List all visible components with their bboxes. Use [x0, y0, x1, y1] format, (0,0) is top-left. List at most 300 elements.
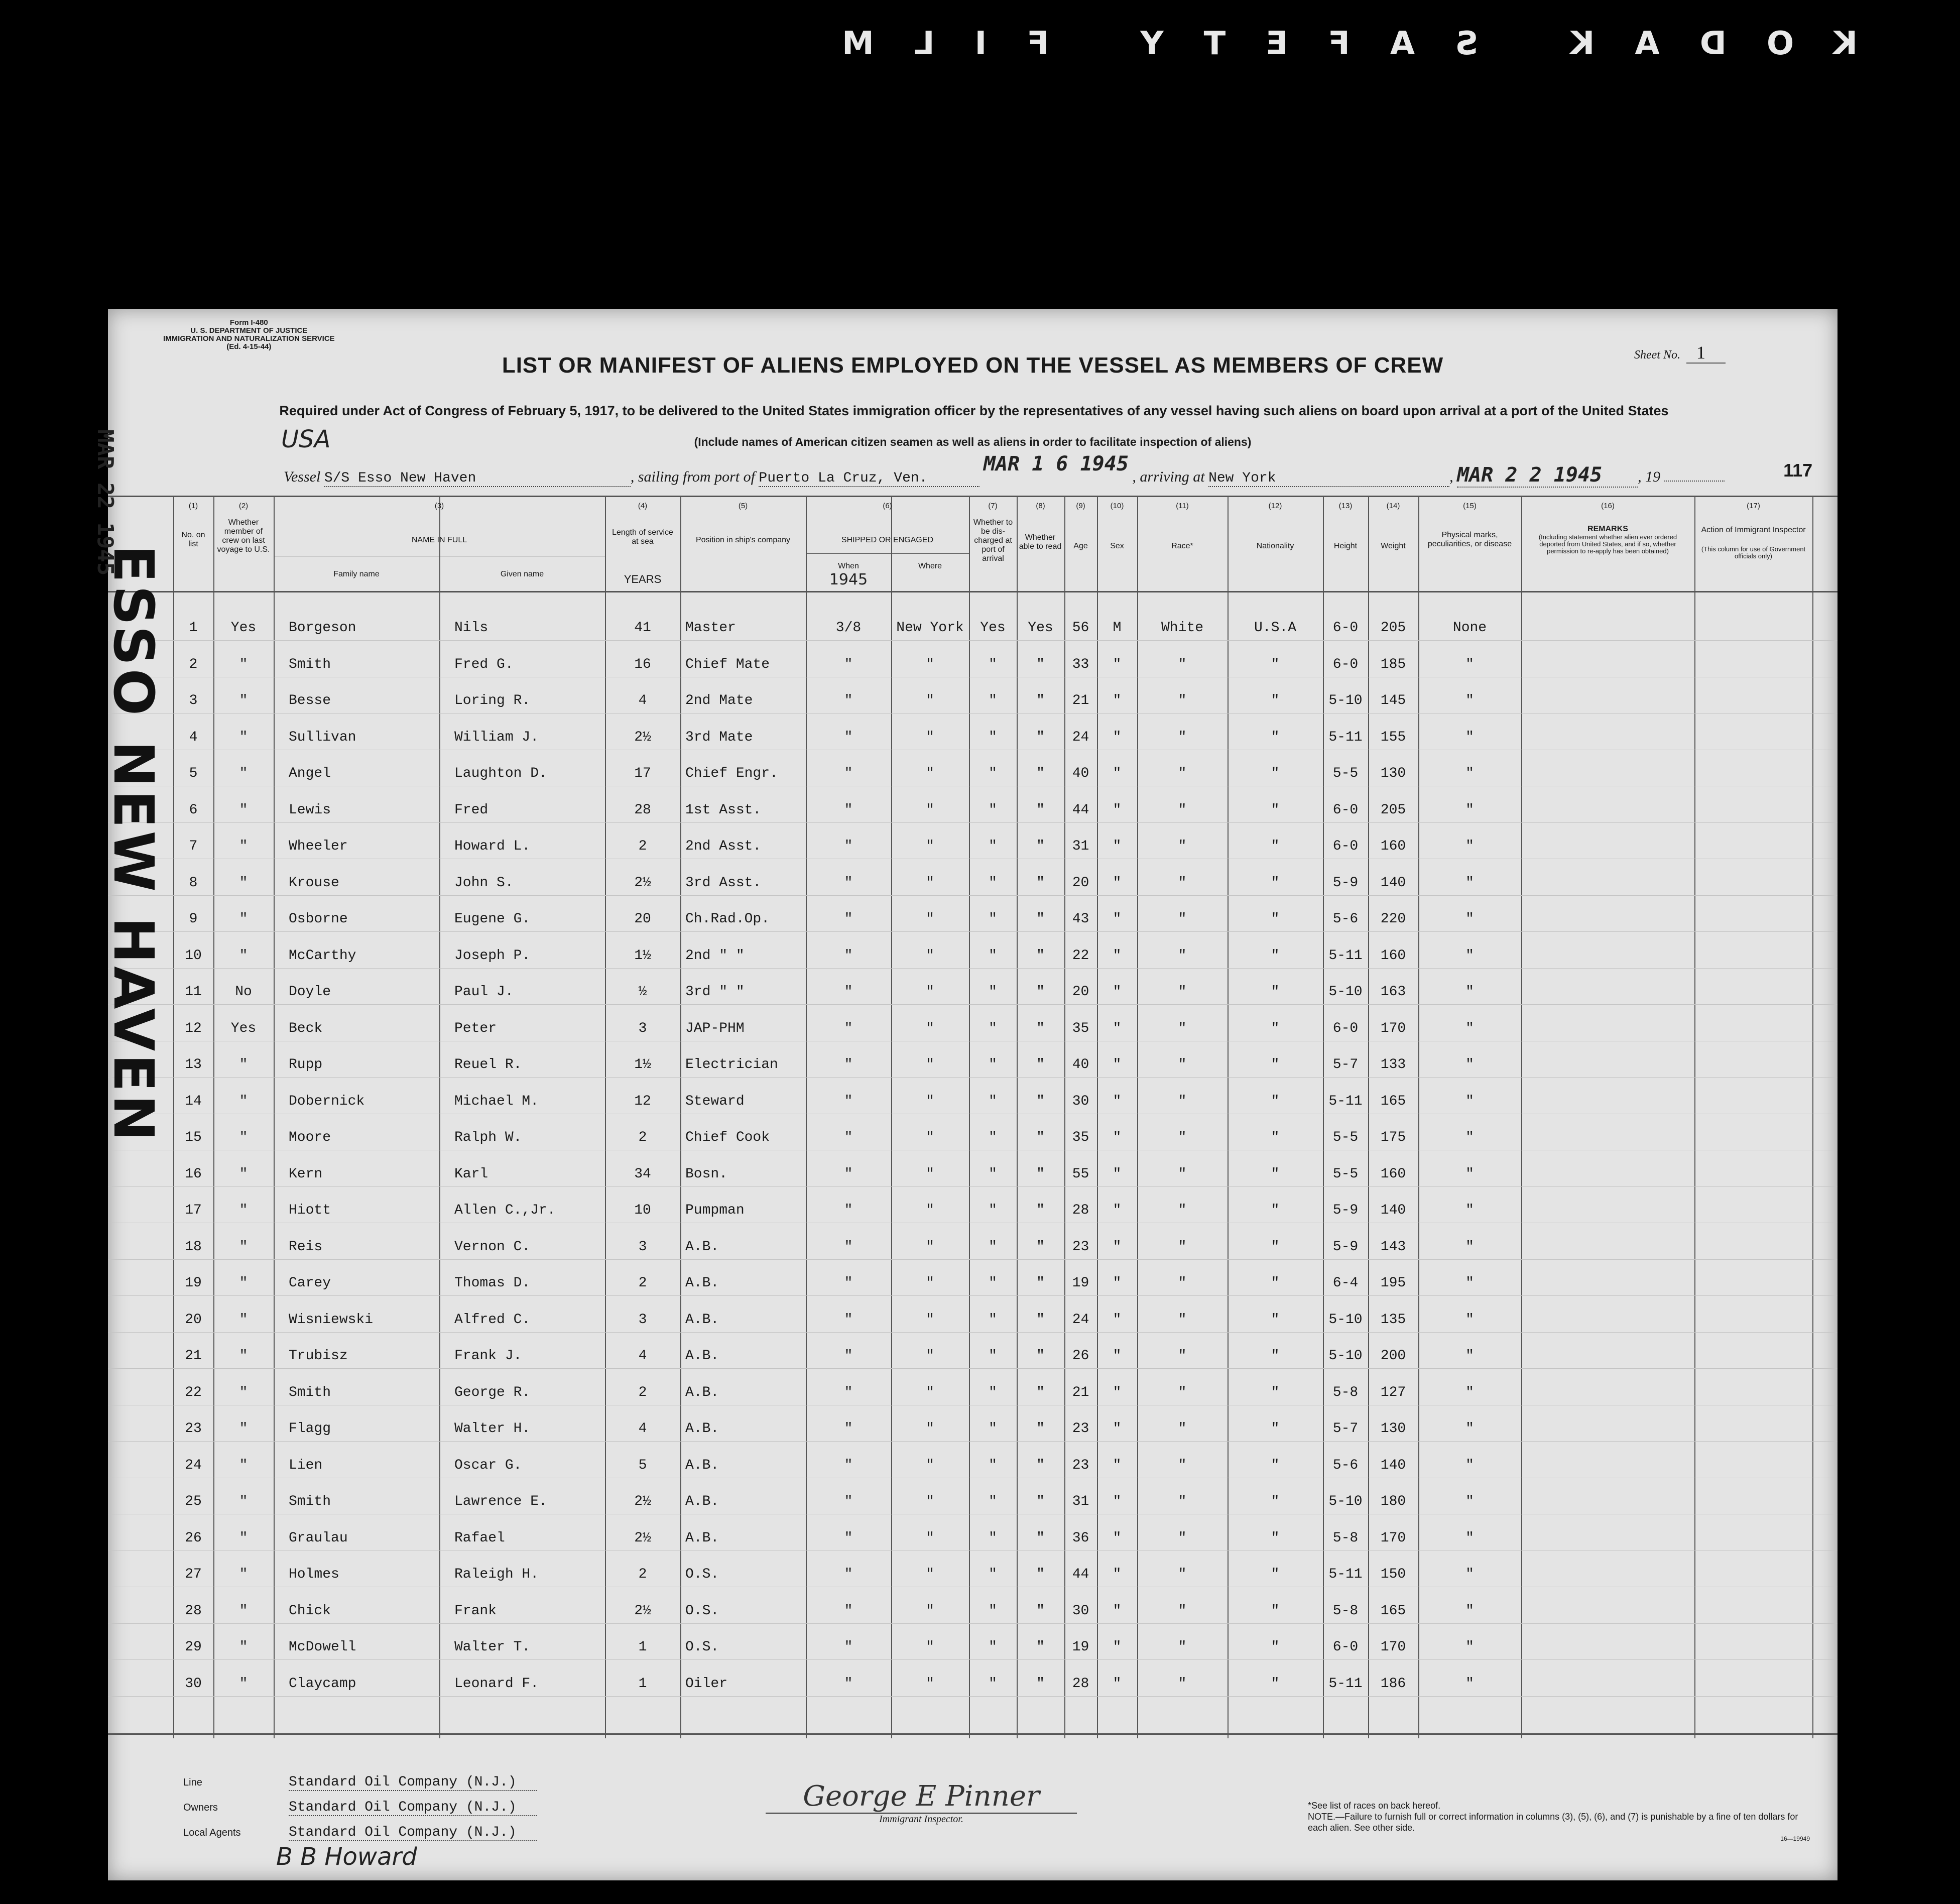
cell-family-name: Graulau	[289, 1530, 348, 1546]
cell-shipped-where: "	[926, 1567, 934, 1582]
cell-race: "	[1178, 656, 1187, 672]
cell-last-voyage: No	[235, 984, 252, 1000]
cell-sex: "	[1113, 1275, 1122, 1291]
cell-family-name: Smith	[289, 1494, 331, 1509]
cell-family-name: McCarthy	[289, 947, 356, 964]
cell-shipped-when: "	[844, 1603, 853, 1619]
cell-discharged: "	[989, 802, 997, 818]
cell-family-name: Holmes	[289, 1567, 339, 1582]
cell-discharged: "	[989, 1239, 997, 1255]
cell-race: "	[1178, 1057, 1187, 1073]
cell-shipped-where: "	[926, 1275, 934, 1291]
table-row	[108, 1239, 1838, 1269]
cell-height: 6-0	[1332, 1020, 1359, 1036]
row-rule	[108, 640, 1838, 641]
cell-shipped-when: "	[844, 729, 853, 745]
cell-row-number: 14	[185, 1093, 202, 1109]
form-edition: (Ed. 4-15-44)	[226, 342, 272, 351]
cell-age: 24	[1072, 1312, 1089, 1328]
cell-race: "	[1178, 1494, 1187, 1509]
cell-age: 55	[1072, 1166, 1089, 1182]
cell-nationality: "	[1271, 1312, 1280, 1328]
cell-able-to-read: "	[1036, 1020, 1045, 1036]
col-num: (5)	[738, 502, 748, 510]
cell-given-name: Raleigh H.	[454, 1567, 539, 1582]
cell-physical-marks: "	[1465, 911, 1474, 927]
cell-shipped-when: "	[844, 947, 853, 964]
cell-sex: "	[1113, 1639, 1122, 1655]
cell-shipped-where: "	[926, 1457, 934, 1473]
cell-shipped-where: New York	[896, 620, 964, 636]
cell-age: 30	[1072, 1603, 1089, 1619]
cell-given-name: Reuel R.	[454, 1057, 522, 1073]
cell-age: 22	[1072, 947, 1089, 964]
vessel-line: Vessel S/S Esso New Haven , sailing from port of Puerto La Cruz, Ven. MAR 1 6 1945 , arriving at New York , MAR 2 2 1945 , 19 117	[284, 452, 1813, 487]
cell-shipped-when: "	[844, 1130, 853, 1145]
cell-able-to-read: "	[1036, 1530, 1045, 1546]
cell-last-voyage: "	[239, 1676, 248, 1692]
sheet-number-value: 1	[1686, 342, 1726, 364]
col-num: (12)	[1268, 502, 1282, 510]
cell-race: "	[1178, 729, 1187, 745]
cell-position: 2nd Mate	[685, 693, 753, 708]
cell-able-to-read: Yes	[1028, 620, 1053, 636]
cell-sex: "	[1113, 1384, 1122, 1400]
cell-height: 6-4	[1332, 1275, 1359, 1291]
cell-service-years: 16	[634, 656, 651, 672]
cell-shipped-when: 3/8	[835, 620, 862, 636]
cell-service-years: 3	[638, 1239, 647, 1255]
table-row	[108, 1385, 1838, 1415]
cell-given-name: Nils	[454, 620, 488, 636]
cell-age: 56	[1072, 620, 1089, 636]
cell-discharged: "	[989, 1275, 997, 1291]
cell-sex: "	[1113, 1567, 1122, 1582]
cell-height: 5-8	[1332, 1384, 1359, 1400]
cell-shipped-when: "	[844, 1567, 853, 1582]
cell-weight: 205	[1380, 620, 1406, 636]
cell-last-voyage: Yes	[230, 620, 257, 636]
cell-service-years: 2	[638, 1567, 647, 1582]
cell-physical-marks: "	[1465, 1421, 1474, 1437]
agent-signature: B B Howard	[276, 1843, 417, 1871]
cell-physical-marks: "	[1465, 875, 1474, 891]
cell-race: "	[1178, 1603, 1187, 1619]
form-number: Form I-480	[229, 318, 268, 327]
cell-discharged: "	[989, 875, 997, 891]
cell-family-name: Wheeler	[289, 839, 348, 854]
col-num: (7)	[988, 502, 998, 510]
cell-position: JAP-PHM	[685, 1020, 745, 1036]
cell-shipped-where: "	[926, 1348, 934, 1364]
cell-shipped-where: "	[926, 1603, 934, 1619]
header-weight: Weight	[1381, 542, 1406, 550]
cell-discharged: "	[989, 1057, 997, 1073]
cell-shipped-when: "	[844, 839, 853, 854]
cell-able-to-read: "	[1036, 1603, 1045, 1619]
cell-sex: M	[1113, 620, 1122, 636]
cell-race: "	[1178, 1093, 1187, 1109]
cell-row-number: 7	[189, 839, 198, 854]
page-number: 117	[1783, 460, 1813, 481]
cell-weight: 127	[1380, 1384, 1406, 1400]
cell-weight: 165	[1380, 1603, 1406, 1619]
cell-service-years: 12	[634, 1093, 651, 1109]
cell-shipped-when: "	[844, 1312, 853, 1328]
cell-service-years: 1½	[634, 947, 651, 964]
table-row	[108, 657, 1838, 687]
cell-family-name: Beck	[289, 1020, 323, 1036]
cell-last-voyage: Yes	[230, 1020, 257, 1036]
cell-race: "	[1178, 984, 1187, 1000]
cell-shipped-when: "	[844, 1676, 853, 1692]
cell-given-name: Joseph P.	[454, 947, 531, 964]
col-num: (17)	[1747, 502, 1760, 510]
cell-last-voyage: "	[239, 1203, 248, 1218]
cell-family-name: Dobernick	[289, 1093, 365, 1109]
cell-age: 23	[1072, 1239, 1089, 1255]
cell-height: 5-10	[1328, 1348, 1363, 1364]
cell-last-voyage: "	[239, 1494, 248, 1509]
cell-shipped-where: "	[926, 729, 934, 745]
cell-row-number: 8	[189, 875, 198, 891]
cell-age: 23	[1072, 1457, 1089, 1473]
cell-family-name: Reis	[289, 1239, 323, 1255]
cell-race: "	[1178, 1020, 1187, 1036]
cell-able-to-read: "	[1036, 1166, 1045, 1182]
margin-vessel-name: ESSO NEW HAVEN	[101, 545, 166, 1144]
cell-nationality: "	[1271, 839, 1280, 854]
table-row	[108, 1458, 1838, 1488]
cell-family-name: Lewis	[289, 802, 331, 818]
cell-weight: 135	[1380, 1312, 1406, 1328]
cell-given-name: Alfred C.	[454, 1312, 531, 1328]
cell-age: 19	[1072, 1639, 1089, 1655]
cell-shipped-when: "	[844, 1494, 853, 1509]
cell-shipped-where: "	[926, 984, 934, 1000]
cell-able-to-read: "	[1036, 766, 1045, 781]
cell-last-voyage: "	[239, 947, 248, 964]
cell-sex: "	[1113, 911, 1122, 927]
cell-service-years: 2	[638, 1275, 647, 1291]
cell-row-number: 6	[189, 802, 198, 818]
cell-age: 26	[1072, 1348, 1089, 1364]
row-rule	[108, 1332, 1838, 1333]
cell-service-years: 4	[638, 693, 647, 708]
cell-nationality: "	[1271, 1530, 1280, 1546]
cell-age: 21	[1072, 693, 1089, 708]
cell-discharged: "	[989, 1384, 997, 1400]
cell-weight: 186	[1380, 1676, 1406, 1692]
cell-row-number: 17	[185, 1203, 202, 1218]
cell-nationality: "	[1271, 1639, 1280, 1655]
cell-height: 5-10	[1328, 984, 1363, 1000]
cell-discharged: "	[989, 729, 997, 745]
col-num: (1)	[188, 502, 198, 510]
col-num: (11)	[1176, 502, 1189, 510]
cell-weight: 220	[1380, 911, 1406, 927]
cell-given-name: Allen C.,Jr.	[454, 1203, 556, 1218]
cell-age: 44	[1072, 1567, 1089, 1582]
cell-nationality: "	[1271, 1203, 1280, 1218]
header-action: Action of Immigrant Inspector	[1701, 526, 1806, 534]
cell-row-number: 18	[185, 1239, 202, 1255]
cell-nationality: "	[1271, 1384, 1280, 1400]
cell-race: "	[1178, 766, 1187, 781]
cell-row-number: 1	[189, 620, 198, 636]
cell-able-to-read: "	[1036, 802, 1045, 818]
cell-position: Bosn.	[685, 1166, 728, 1182]
cell-able-to-read: "	[1036, 729, 1045, 745]
agents-label: Local Agents	[183, 1827, 241, 1838]
cell-shipped-where: "	[926, 839, 934, 854]
cell-able-to-read: "	[1036, 1639, 1045, 1655]
owners-value: Standard Oil Company (N.J.)	[289, 1800, 537, 1816]
cell-weight: 133	[1380, 1057, 1406, 1073]
cell-race: "	[1178, 1348, 1187, 1364]
cell-family-name: Flagg	[289, 1421, 331, 1437]
cell-height: 6-0	[1332, 656, 1359, 672]
cell-age: 36	[1072, 1530, 1089, 1546]
table-row	[108, 1130, 1838, 1160]
cell-nationality: "	[1271, 729, 1280, 745]
cell-weight: 160	[1380, 839, 1406, 854]
cell-given-name: Frank	[454, 1603, 497, 1619]
cell-physical-marks: "	[1465, 1639, 1474, 1655]
cell-weight: 200	[1380, 1348, 1406, 1364]
cell-physical-marks: "	[1465, 1348, 1474, 1364]
cell-able-to-read: "	[1036, 1093, 1045, 1109]
cell-discharged: "	[989, 656, 997, 672]
cell-nationality: "	[1271, 1603, 1280, 1619]
cell-row-number: 4	[189, 729, 198, 745]
table-row	[108, 1057, 1838, 1087]
table-row	[108, 911, 1838, 941]
cell-height: 5-11	[1328, 1093, 1363, 1109]
cell-discharged: "	[989, 947, 997, 964]
cell-service-years: 4	[638, 1421, 647, 1437]
cell-nationality: "	[1271, 1421, 1280, 1437]
cell-row-number: 27	[185, 1567, 202, 1582]
header-length-service: Length of service at sea	[612, 528, 673, 546]
cell-weight: 140	[1380, 1203, 1406, 1218]
cell-weight: 145	[1380, 693, 1406, 708]
cell-age: 20	[1072, 984, 1089, 1000]
cell-row-number: 29	[185, 1639, 202, 1655]
cell-shipped-where: "	[926, 766, 934, 781]
row-rule	[108, 1696, 1838, 1697]
cell-service-years: 20	[634, 911, 651, 927]
cell-given-name: Oscar G.	[454, 1457, 522, 1473]
cell-position: 2nd Asst.	[685, 839, 762, 854]
cell-able-to-read: "	[1036, 1130, 1045, 1145]
cell-nationality: "	[1271, 1239, 1280, 1255]
cell-given-name: Fred G.	[454, 656, 514, 672]
cell-discharged: "	[989, 911, 997, 927]
cell-sex: "	[1113, 1603, 1122, 1619]
cell-sex: "	[1113, 1457, 1122, 1473]
row-rule	[108, 931, 1838, 932]
cell-position: O.S.	[685, 1603, 719, 1619]
cell-weight: 155	[1380, 729, 1406, 745]
row-rule	[108, 1259, 1838, 1260]
cell-height: 5-10	[1328, 1312, 1363, 1328]
cell-discharged: Yes	[980, 620, 1006, 636]
header-last-voyage: Whether member of crew on last voyage to U.S.	[217, 518, 270, 554]
cell-position: A.B.	[685, 1530, 719, 1546]
col-num: (10)	[1110, 502, 1124, 510]
cell-able-to-read: "	[1036, 1494, 1045, 1509]
cell-nationality: "	[1271, 1057, 1280, 1073]
cell-weight: 143	[1380, 1239, 1406, 1255]
table-row	[108, 1021, 1838, 1051]
cell-shipped-where: "	[926, 1130, 934, 1145]
cell-physical-marks: "	[1465, 1567, 1474, 1582]
cell-last-voyage: "	[239, 1384, 248, 1400]
table-row	[108, 1312, 1838, 1342]
cell-row-number: 19	[185, 1275, 202, 1291]
cell-position: Steward	[685, 1093, 745, 1109]
cell-age: 28	[1072, 1203, 1089, 1218]
form-header	[163, 319, 335, 351]
cell-shipped-where: "	[926, 1676, 934, 1692]
cell-sex: "	[1113, 1239, 1122, 1255]
cell-service-years: 10	[634, 1203, 651, 1218]
cell-service-years: 2	[638, 1384, 647, 1400]
note-races: *See list of races on back hereof.	[1308, 1801, 1441, 1811]
cell-height: 6-0	[1332, 1639, 1359, 1655]
header-remarks: REMARKS	[1587, 525, 1628, 533]
footer-notes	[1308, 1800, 1810, 1844]
row-rule	[108, 1295, 1838, 1296]
table-row	[108, 948, 1838, 978]
cell-nationality: "	[1271, 766, 1280, 781]
cell-discharged: "	[989, 1639, 997, 1655]
cell-last-voyage: "	[239, 911, 248, 927]
cell-sex: "	[1113, 729, 1122, 745]
arriving-label: arriving at	[1140, 468, 1205, 485]
film-edge-text: KODAK SAFETY FILM	[802, 25, 1858, 62]
cell-shipped-where: "	[926, 1384, 934, 1400]
cell-race: "	[1178, 1639, 1187, 1655]
cell-sex: "	[1113, 1166, 1122, 1182]
cell-able-to-read: "	[1036, 1239, 1045, 1255]
cell-shipped-when: "	[844, 802, 853, 818]
cell-family-name: Krouse	[289, 875, 339, 891]
row-rule	[108, 895, 1838, 896]
cell-nationality: "	[1271, 1020, 1280, 1036]
row-rule	[108, 1368, 1838, 1369]
cell-family-name: Smith	[289, 656, 331, 672]
header-physical: Physical marks, peculiarities, or disease	[1427, 531, 1512, 548]
cell-discharged: "	[989, 1457, 997, 1473]
vessel-name: S/S Esso New Haven	[324, 470, 476, 486]
cell-row-number: 30	[185, 1676, 202, 1692]
col-num: (9)	[1076, 502, 1085, 510]
cell-height: 5-5	[1332, 1130, 1359, 1145]
table-row	[108, 1494, 1838, 1524]
cell-physical-marks: "	[1465, 1384, 1474, 1400]
cell-physical-marks: "	[1465, 1239, 1474, 1255]
cell-height: 5-5	[1332, 1166, 1359, 1182]
col-num: (8)	[1036, 502, 1045, 510]
cell-last-voyage: "	[239, 1530, 248, 1546]
cell-able-to-read: "	[1036, 1421, 1045, 1437]
cell-family-name: Moore	[289, 1130, 331, 1145]
cell-physical-marks: "	[1465, 839, 1474, 854]
cell-weight: 205	[1380, 802, 1406, 818]
cell-nationality: "	[1271, 1093, 1280, 1109]
cell-nationality: "	[1271, 656, 1280, 672]
year-label: 19	[1645, 468, 1661, 485]
cell-family-name: Besse	[289, 693, 331, 708]
cell-shipped-when: "	[844, 1166, 853, 1182]
cell-shipped-where: "	[926, 1530, 934, 1546]
cell-shipped-where: "	[926, 802, 934, 818]
cell-position: Chief Cook	[685, 1130, 770, 1145]
cell-row-number: 22	[185, 1384, 202, 1400]
header-where: Where	[918, 562, 942, 570]
cell-nationality: U.S.A	[1254, 620, 1296, 636]
cell-weight: 150	[1380, 1567, 1406, 1582]
cell-age: 40	[1072, 1057, 1089, 1073]
cell-position: A.B.	[685, 1384, 719, 1400]
cell-last-voyage: "	[239, 1239, 248, 1255]
cell-nationality: "	[1271, 1457, 1280, 1473]
cell-physical-marks: "	[1465, 1203, 1474, 1218]
cell-shipped-when: "	[844, 1093, 853, 1109]
inspector-signature-block	[766, 1780, 1077, 1825]
cell-physical-marks: "	[1465, 1275, 1474, 1291]
cell-service-years: 17	[634, 766, 651, 781]
header-position: Position in ship's company	[695, 536, 791, 544]
cell-weight: 163	[1380, 984, 1406, 1000]
cell-shipped-when: "	[844, 1020, 853, 1036]
cell-service-years: 4	[638, 1348, 647, 1364]
cell-family-name: McDowell	[289, 1639, 356, 1655]
cell-height: 5-8	[1332, 1530, 1359, 1546]
cell-race: White	[1161, 620, 1203, 636]
cell-sex: "	[1113, 1676, 1122, 1692]
cell-weight: 170	[1380, 1530, 1406, 1546]
cell-sex: "	[1113, 1093, 1122, 1109]
port-of-departure: Puerto La Cruz, Ven.	[759, 470, 928, 486]
cell-shipped-where: "	[926, 1421, 934, 1437]
cell-discharged: "	[989, 1530, 997, 1546]
header-no-on-list: No. on list	[181, 531, 205, 548]
cell-nationality: "	[1271, 1567, 1280, 1582]
cell-weight: 185	[1380, 656, 1406, 672]
cell-position: O.S.	[685, 1567, 719, 1582]
cell-shipped-when: "	[844, 1239, 853, 1255]
cell-physical-marks: "	[1465, 984, 1474, 1000]
row-rule	[108, 1004, 1838, 1005]
cell-race: "	[1178, 839, 1187, 854]
cell-service-years: 3	[638, 1020, 647, 1036]
cell-discharged: "	[989, 693, 997, 708]
handwritten-country: USA	[281, 425, 331, 453]
cell-nationality: "	[1271, 1348, 1280, 1364]
cell-given-name: Michael M.	[454, 1093, 539, 1109]
cell-weight: 160	[1380, 947, 1406, 964]
cell-shipped-when: "	[844, 1203, 853, 1218]
cell-discharged: "	[989, 1676, 997, 1692]
cell-given-name: Laughton D.	[454, 766, 547, 781]
cell-row-number: 25	[185, 1494, 202, 1509]
margin-date-stamp: MAR 22 1945	[92, 429, 118, 576]
cell-position: 3rd Asst.	[685, 875, 762, 891]
cell-height: 5-6	[1332, 1457, 1359, 1473]
